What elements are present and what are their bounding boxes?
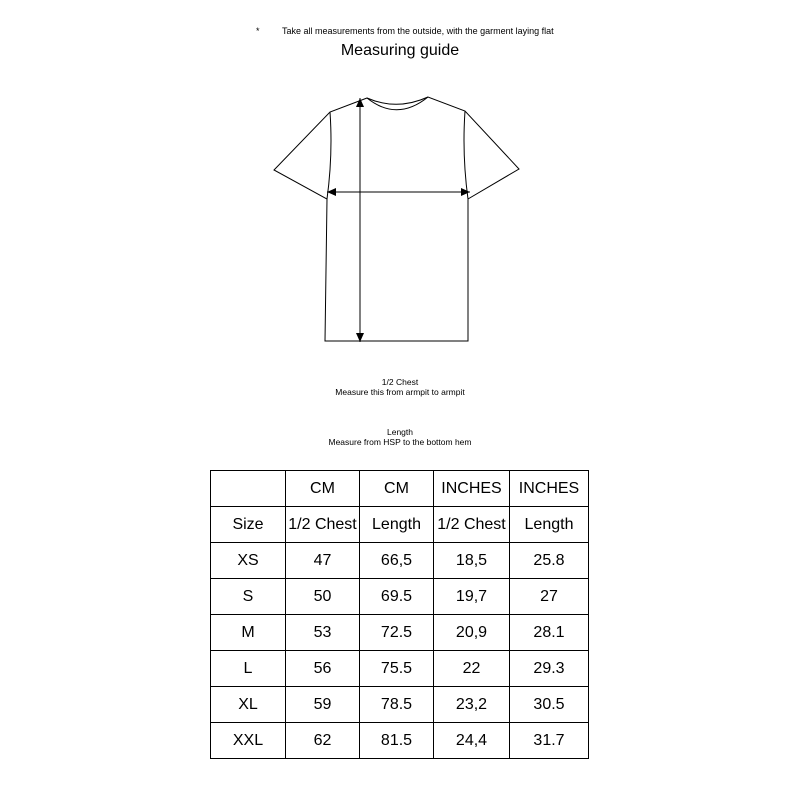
length-caption: [0, 427, 800, 447]
table-row: [211, 651, 589, 687]
table-cell: 27: [510, 579, 589, 615]
table-cell: 19,7: [434, 579, 510, 615]
size-cell: XXL: [211, 723, 286, 759]
length-arrow: [356, 98, 364, 342]
table-cell: 66,5: [360, 543, 434, 579]
table-cell: 62: [286, 723, 360, 759]
table-cell: 22: [434, 651, 510, 687]
table-cell: 31.7: [510, 723, 589, 759]
header-cell: Length: [360, 507, 434, 543]
table-cell: 18,5: [434, 543, 510, 579]
size-cell: XS: [211, 543, 286, 579]
unit-row: [211, 471, 589, 507]
chest-caption: [0, 377, 800, 397]
table-cell: 78.5: [360, 687, 434, 723]
table-cell: 50: [286, 579, 360, 615]
note-bullet: *: [256, 26, 260, 36]
tshirt-outline: [274, 97, 519, 341]
length-caption-title: Length: [387, 427, 413, 437]
header-cell: 1/2 Chest: [286, 507, 360, 543]
measurement-note: Take all measurements from the outside, with the garment laying flat: [282, 26, 554, 36]
unit-cell: INCHES: [510, 471, 589, 507]
table-cell: 69.5: [360, 579, 434, 615]
table-row: [211, 723, 589, 759]
size-cell: M: [211, 615, 286, 651]
table-cell: 29.3: [510, 651, 589, 687]
header-cell: Length: [510, 507, 589, 543]
chest-arrow: [327, 188, 470, 196]
size-cell: L: [211, 651, 286, 687]
chest-caption-title: 1/2 Chest: [381, 377, 419, 387]
table-cell: 25.8: [510, 543, 589, 579]
unit-cell: CM: [286, 471, 360, 507]
table-cell: 20,9: [434, 615, 510, 651]
header-cell: 1/2 Chest: [434, 507, 510, 543]
size-cell: XL: [211, 687, 286, 723]
header-cell: Size: [211, 507, 286, 543]
unit-cell: [211, 471, 286, 507]
table-cell: 28.1: [510, 615, 589, 651]
table-row: [211, 687, 589, 723]
table-cell: 23,2: [434, 687, 510, 723]
chest-caption-desc: Measure this from armpit to armpit: [335, 387, 465, 397]
table-cell: 81.5: [360, 723, 434, 759]
right-sleeve-seam: [464, 111, 468, 199]
table-cell: 30.5: [510, 687, 589, 723]
header-row: [211, 507, 589, 543]
table-row: [211, 579, 589, 615]
tshirt-diagram: [0, 0, 800, 370]
table-cell: 59: [286, 687, 360, 723]
page-title: Measuring guide: [340, 42, 460, 59]
table-cell: 56: [286, 651, 360, 687]
table-cell: 24,4: [434, 723, 510, 759]
unit-cell: CM: [360, 471, 434, 507]
length-caption-desc: Measure from HSP to the bottom hem: [328, 437, 472, 447]
table-cell: 53: [286, 615, 360, 651]
size-chart-table: [210, 470, 589, 759]
table-row: [211, 543, 589, 579]
table-cell: 75.5: [360, 651, 434, 687]
left-sleeve-seam: [327, 112, 331, 199]
table-row: [211, 615, 589, 651]
size-cell: S: [211, 579, 286, 615]
tshirt-collar: [367, 97, 428, 110]
unit-cell: INCHES: [434, 471, 510, 507]
table-cell: 72.5: [360, 615, 434, 651]
table-cell: 47: [286, 543, 360, 579]
